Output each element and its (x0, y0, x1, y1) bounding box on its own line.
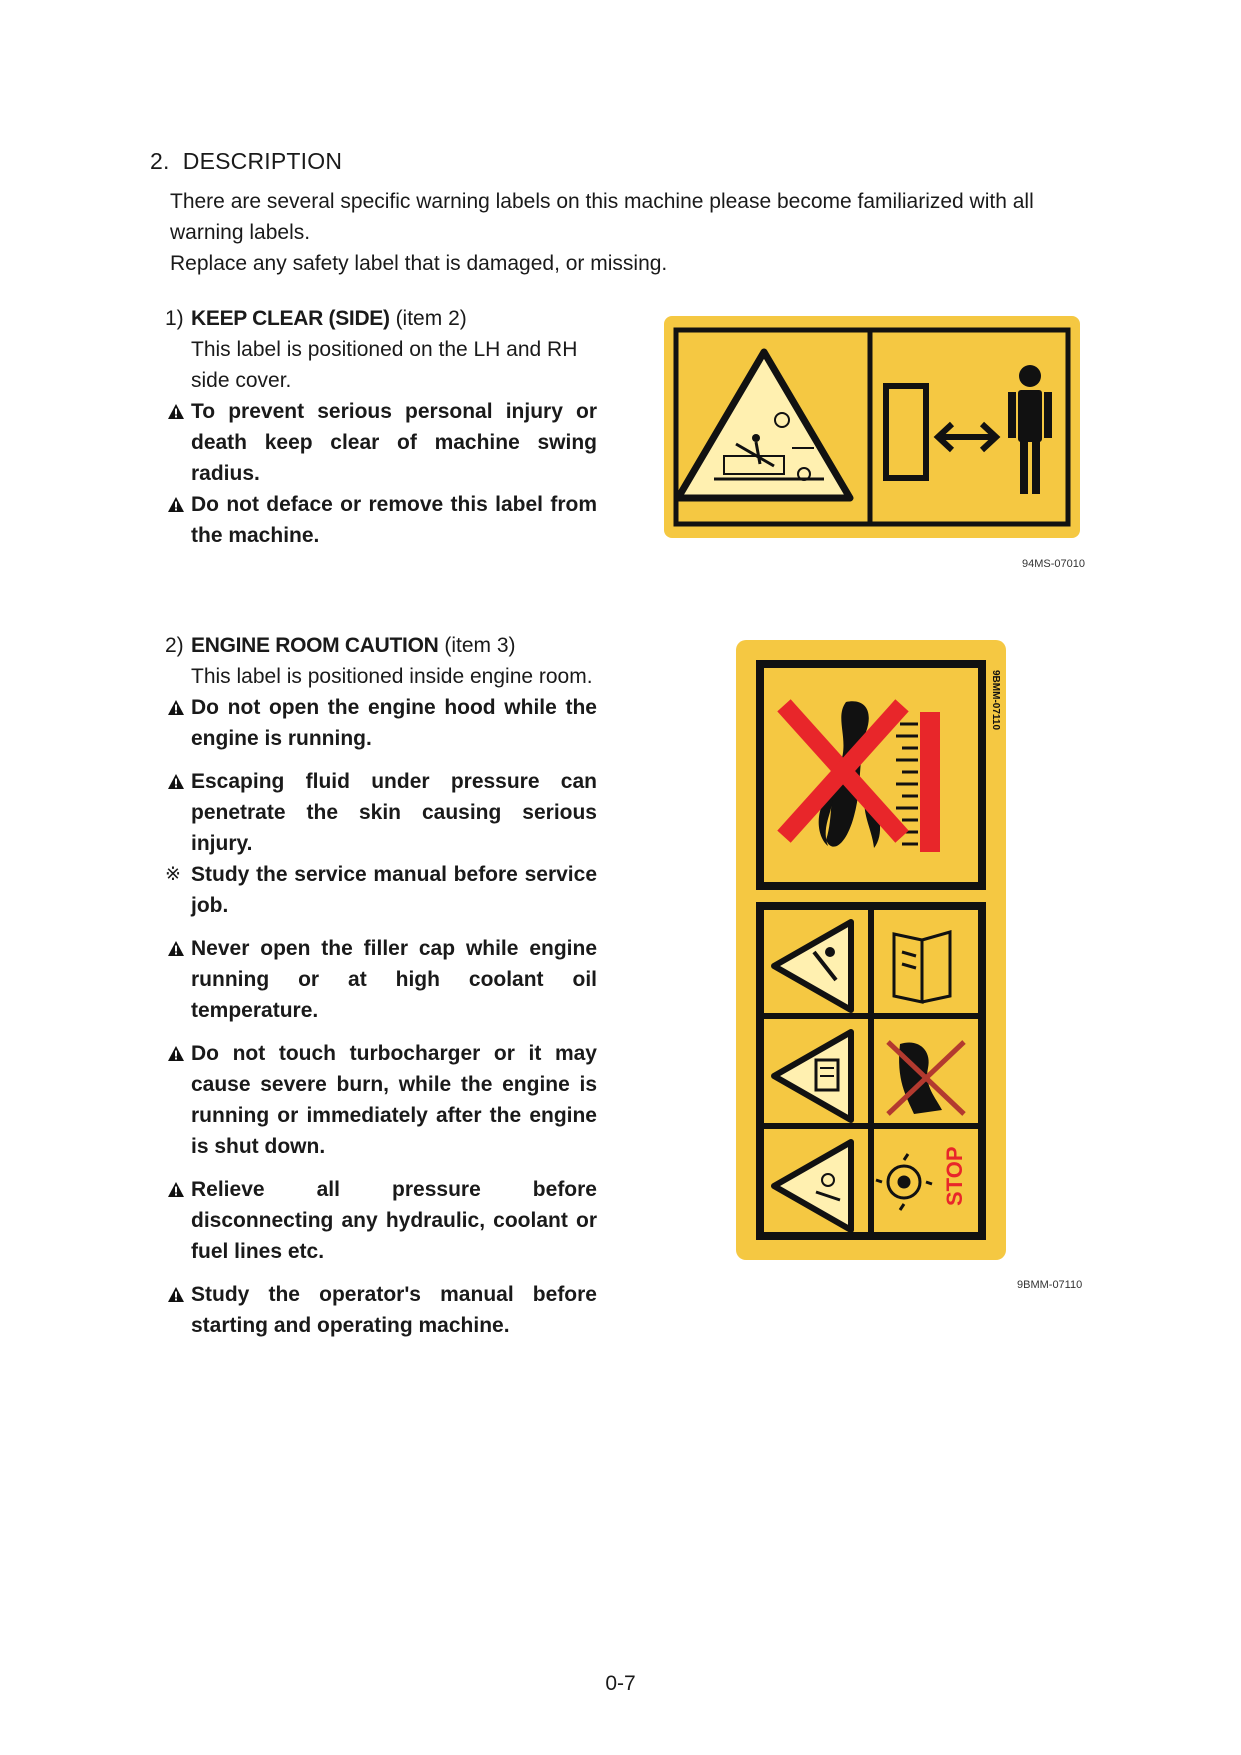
warning-text: Never open the filler cap while engine running or at high coolant oil temperature. (191, 937, 597, 1022)
note-text: Study the service manual before service job. (191, 863, 597, 917)
engine-room-caution-label-image (736, 640, 1006, 1265)
item-description: This label is positioned on the LH and RH side cover. (191, 338, 578, 392)
warning-line (165, 766, 597, 859)
warning-triangle-icon (167, 496, 185, 513)
warning-line (165, 692, 597, 754)
warning-line (165, 1279, 597, 1341)
section-number: 2. (150, 148, 170, 174)
item-heading (165, 630, 597, 661)
item-title: KEEP CLEAR (SIDE) (191, 307, 390, 330)
warning-line (165, 933, 597, 1026)
warning-text: Study the operator's manual before starting and operating machine. (191, 1283, 597, 1337)
reference-mark-icon: ※ (165, 864, 181, 885)
section-title: DESCRIPTION (182, 148, 343, 174)
intro-line-2: Replace any safety label that is damaged, or missing. (170, 252, 668, 275)
warning-text: To prevent serious personal injury or death keep clear of machine swing radius. (191, 400, 597, 485)
label-code: 94MS-07010 (1022, 558, 1085, 570)
warning-line (165, 396, 597, 489)
page-number: 0-7 (605, 1672, 636, 1695)
warning-triangle-icon (167, 773, 185, 790)
intro-text (170, 186, 1100, 279)
warning-triangle-icon (167, 940, 185, 957)
warning-text: Do not deface or remove this label from the machine. (191, 493, 597, 547)
warning-triangle-icon (167, 699, 185, 716)
warning-triangle-icon (167, 403, 185, 420)
item-description: This label is positioned inside engine room. (191, 665, 593, 688)
item-title: ENGINE ROOM CAUTION (191, 634, 439, 657)
keep-clear-label-image (664, 316, 1080, 543)
warning-triangle-icon (167, 1181, 185, 1198)
warning-triangle-icon (167, 1286, 185, 1303)
warning-text: Do not touch turbocharger or it may cause severe burn, while the engine is running or immediately after the engine is shut down. (191, 1042, 597, 1158)
item-number: 1) (165, 307, 184, 330)
label-code: 9BMM-07110 (1017, 1279, 1083, 1291)
warning-line (165, 489, 597, 551)
warning-text: Do not open the engine hood while the engine is running. (191, 696, 597, 750)
item-heading (165, 303, 597, 334)
section-heading (150, 148, 342, 175)
stop-text: STOP (942, 1146, 967, 1206)
intro-line-1: There are several specific warning labels on this machine please become familiarized with all warning labels. (170, 190, 1034, 244)
warning-line (165, 1038, 597, 1162)
item-keep-clear (165, 303, 597, 551)
warning-text: Relieve all pressure before disconnecting any hydraulic, coolant or fuel lines etc. (191, 1178, 597, 1263)
warning-text: Escaping fluid under pressure can penetrate the skin causing serious injury. (191, 770, 597, 855)
item-engine-room-caution (165, 630, 597, 1341)
warning-line (165, 1174, 597, 1267)
item-ref: (item 2) (395, 307, 467, 330)
item-ref: (item 3) (444, 634, 516, 657)
label-side-code: 9BMM-07110 (990, 670, 1001, 731)
note-line (165, 859, 597, 921)
item-number: 2) (165, 634, 184, 657)
warning-triangle-icon (167, 1045, 185, 1062)
